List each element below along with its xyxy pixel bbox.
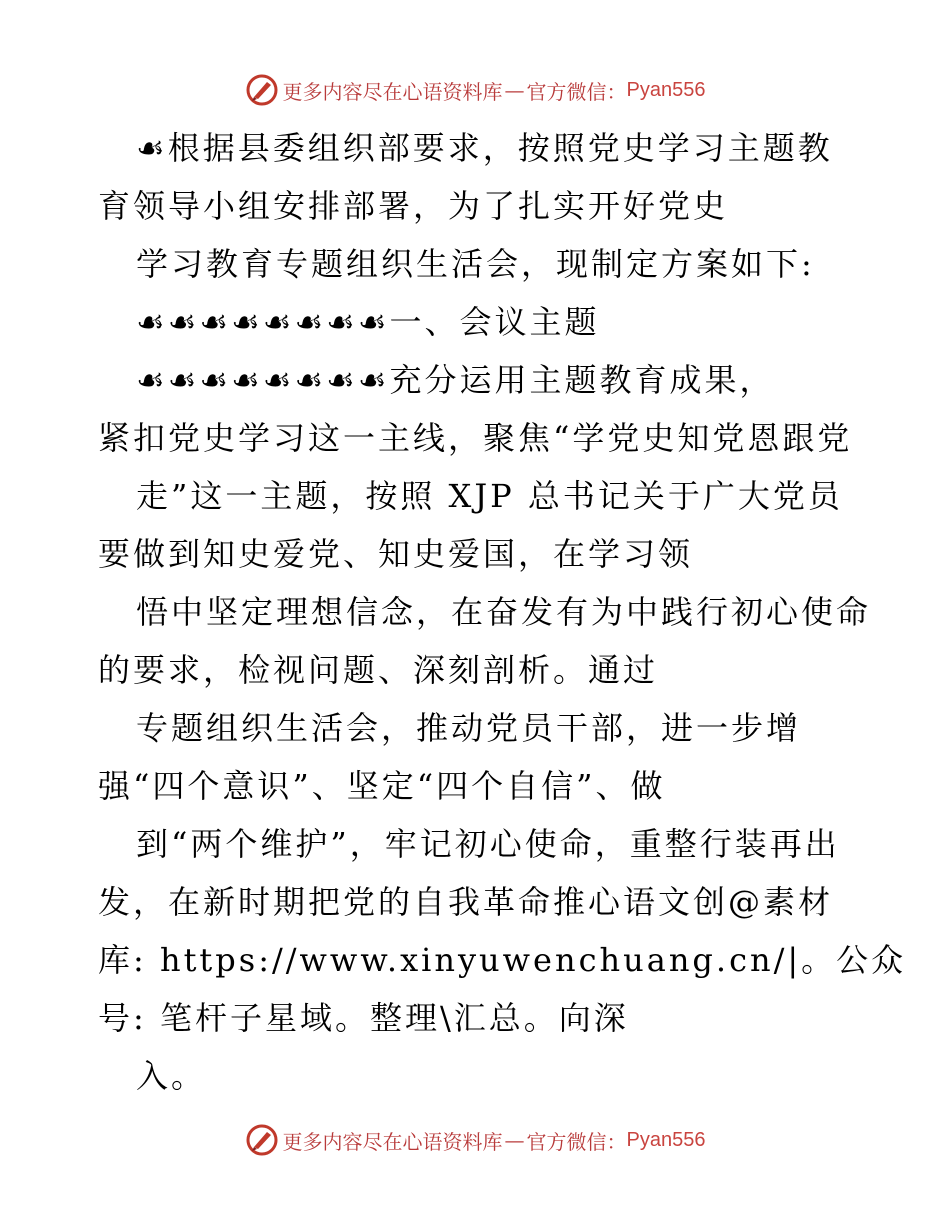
text-line-3: 学习教育专题组织生活会，现制定方案如下: [136,245,815,283]
text-line-16: 号: 笔杆子星域。整理\汇总。向深 [98,999,629,1037]
text-line-11: 专题组织生活会，推动党员干部，进一步增 [136,709,802,747]
text-line-9: 悟中坚定理想信念，在奋发有为中践行初心使命 [136,593,872,631]
banner-text: 更多内容尽在心语资料库 [282,1129,503,1154]
text-line-12: 强“四个意识”、坚定“四个自信”、做 [98,767,666,805]
text-line-13: 到“两个维护”，牢记初心使命，重整行装再出 [136,825,840,863]
text-line-6: 紧扣党史学习这一主线，聚焦“学党史知党恩跟党 [98,419,853,457]
text-line-14: 发，在新时期把党的自我革命推心语文创@素材 [98,883,834,921]
text-line-5: ☙☙☙☙☙☙☙☙充分运用主题教育成果， [136,361,775,399]
banner-separator: — [504,78,525,102]
text-line-7: 走”这一主题，按照 XJP 总书记关于广大党员 [136,477,843,515]
banner-wechat-label: 官方微信： [526,79,627,104]
banner-wechat-id: Pyan556 [626,1128,706,1151]
text-line-8: 要做到知史爱党、知史爱国，在学习领 [98,535,694,573]
text-line-2: 育领导小组安排部署，为了扎实开好党史 [98,187,729,225]
banner-separator: — [504,1128,525,1152]
text-line-1: ☙根据县委组织部要求，按照党史学习主题教 [136,129,833,167]
banner-wechat-label: 官方微信： [526,1129,627,1154]
text-line-4: ☙☙☙☙☙☙☙☙一、会议主题 [136,303,600,341]
quill-logo-icon [245,1123,279,1157]
text-line-17: 入。 [136,1057,207,1095]
banner-wechat-id: Pyan556 [626,78,706,101]
text-line-15: 库: https://www.xinyuwenchuang.cn/|。公众 [98,941,907,979]
banner-text: 更多内容尽在心语资料库 [282,79,503,104]
text-line-10: 的要求，检视问题、深刻剖析。通过 [98,651,659,689]
footer-banner [0,1120,950,1160]
